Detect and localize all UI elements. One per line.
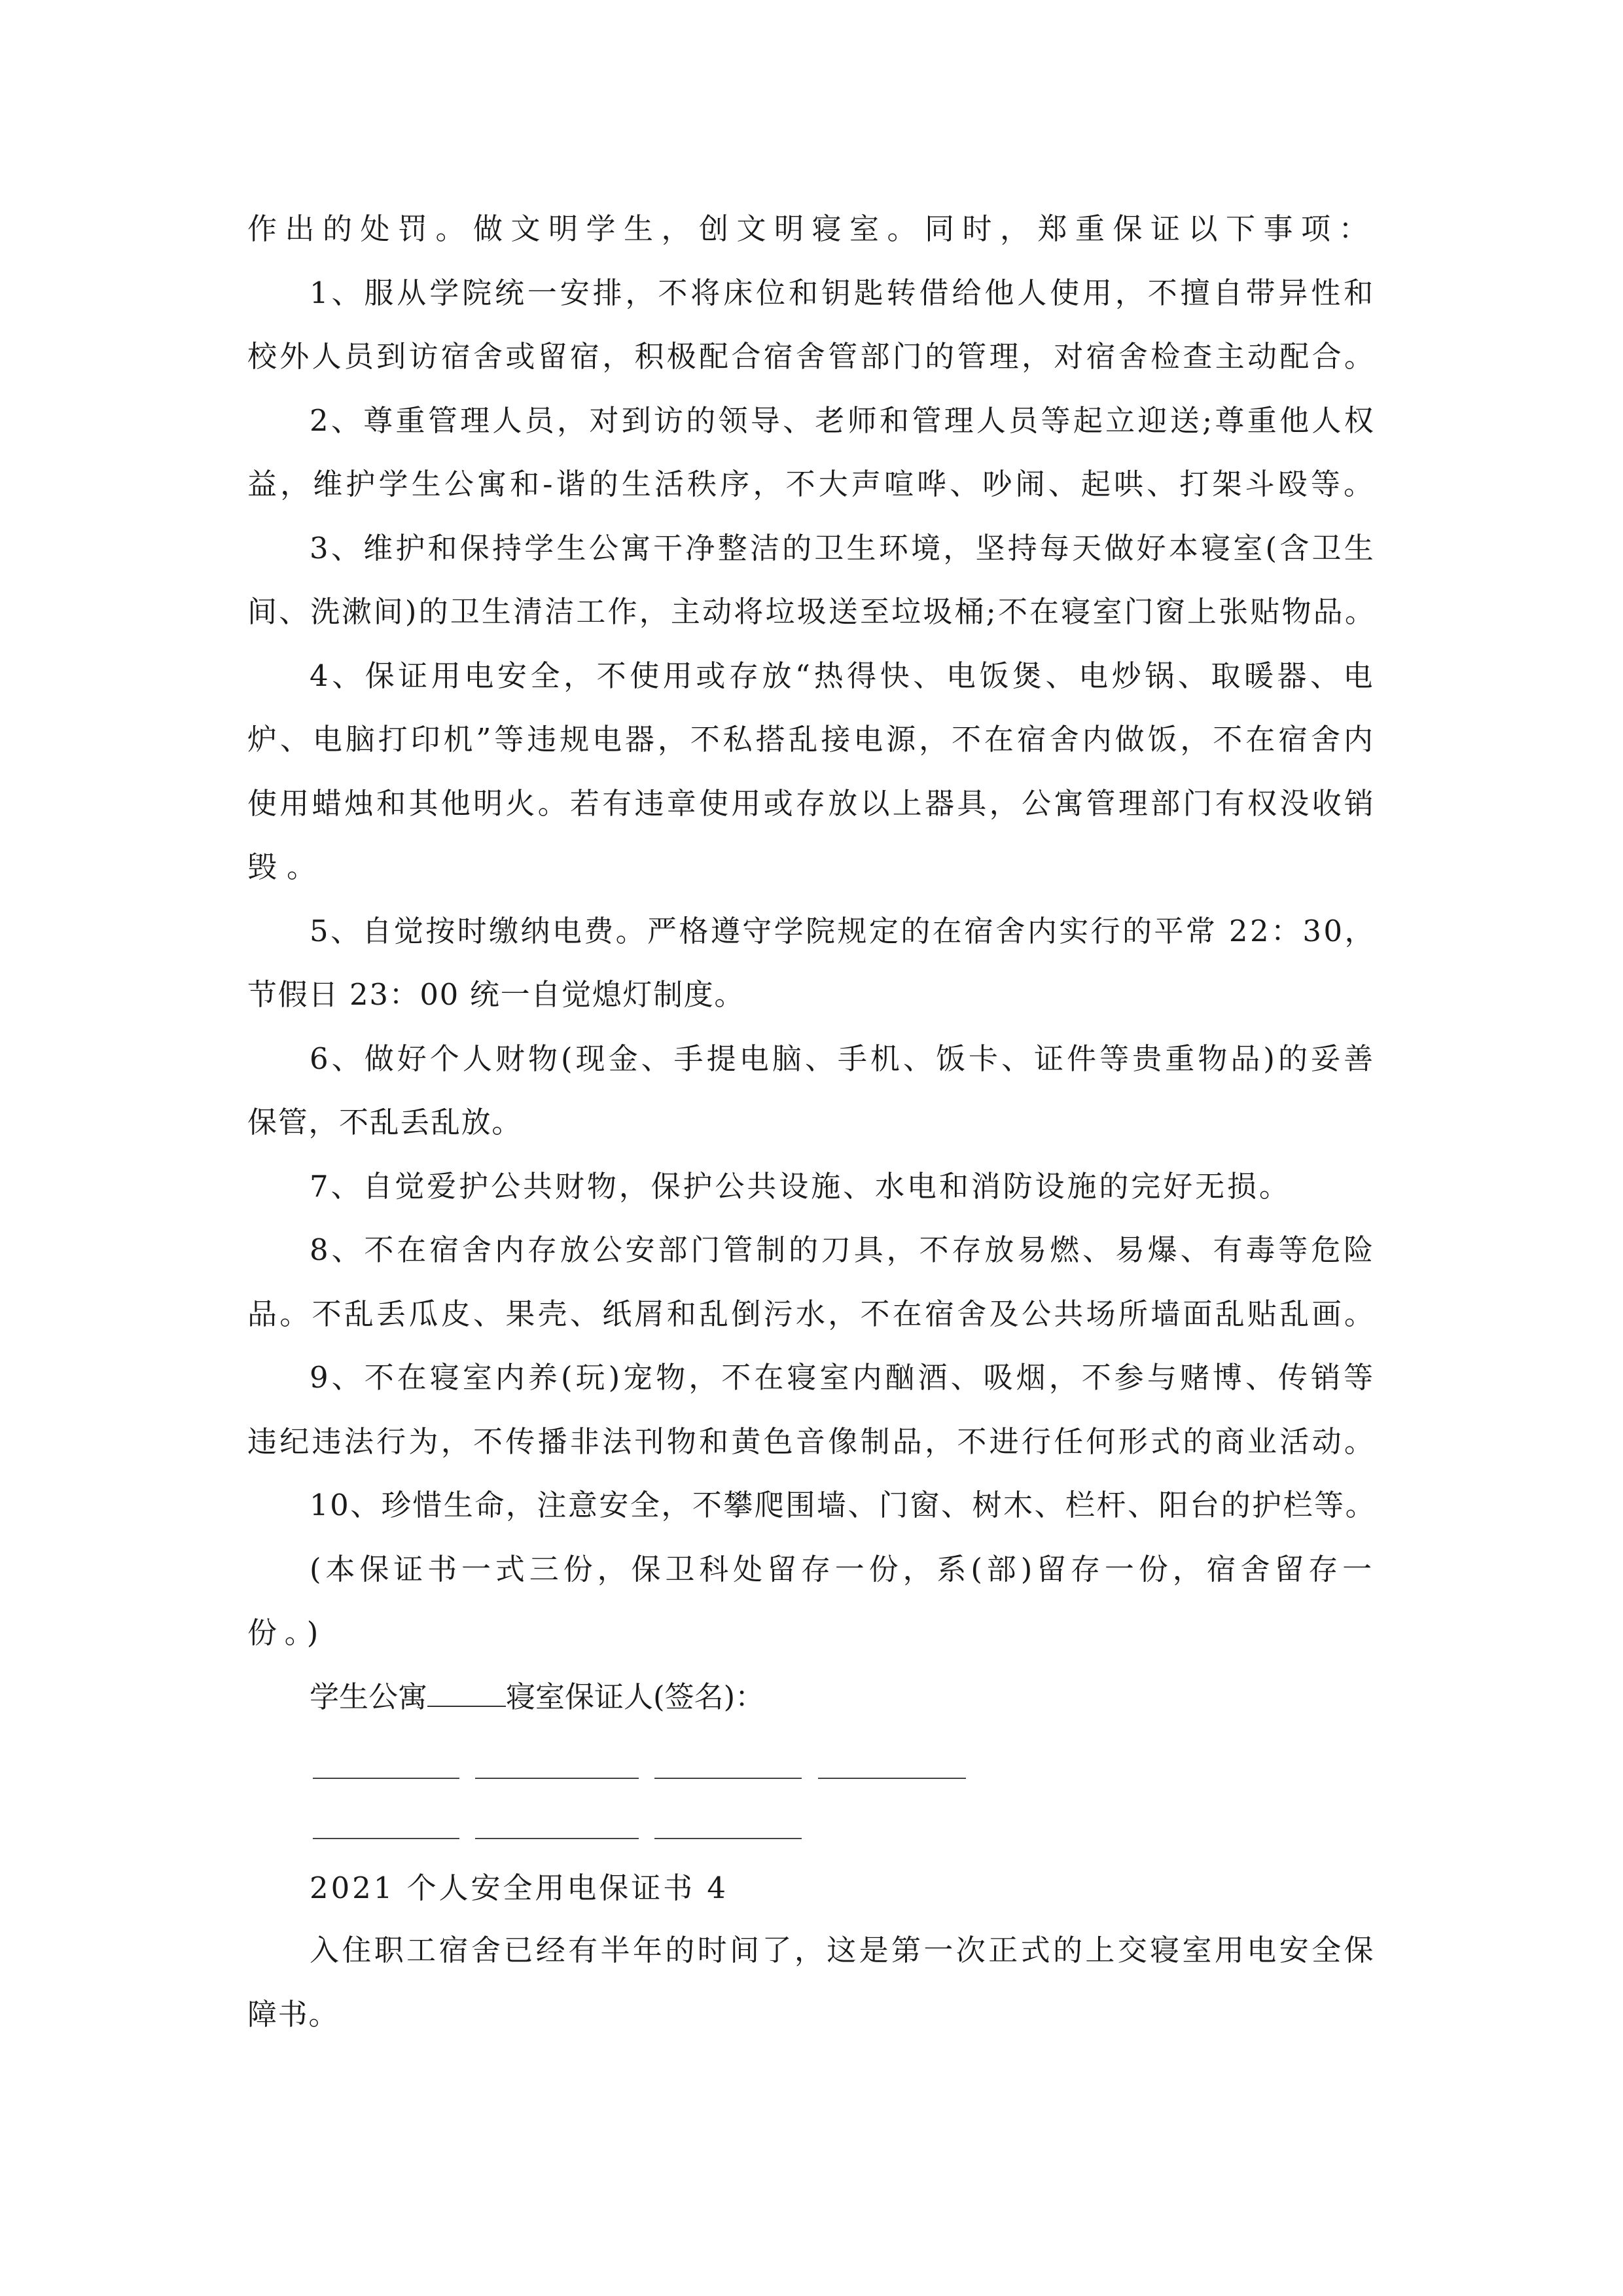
signature-suffix: 寝室保证人(签名)：	[506, 1679, 765, 1714]
signature-line[interactable]	[313, 1778, 459, 1779]
body-line: (本保证书一式三份，保卫科处留存一份，系(部)留存一份，宿舍留存一	[310, 1552, 1377, 1587]
body-line: 5、自觉按时缴纳电费。严格遵守学院规定的在宿舍内实行的平常 22：30，	[310, 914, 1376, 948]
signature-line[interactable]	[313, 1838, 459, 1839]
body-line: 入住职工宿舍已经有半年的时间了，这是第一次正式的上交寝室用电安全保	[310, 1933, 1376, 1967]
signature-line[interactable]	[654, 1838, 802, 1839]
dormitory-number-blank[interactable]	[427, 1683, 506, 1707]
signature-line[interactable]	[818, 1778, 966, 1779]
body-line: 间、洗漱间)的卫生清洁工作，主动将垃圾送至垃圾桶;不在寝室门窗上张贴物品。	[247, 594, 1377, 629]
body-line: 份。)	[247, 1615, 327, 1650]
body-line: 保管，不乱丢乱放。	[247, 1105, 522, 1139]
body-line: 1、服从学院统一安排，不将床位和钥匙转借给他人使用，不擅自带异性和	[310, 276, 1377, 310]
body-line: 3、维护和保持学生公寓干净整洁的卫生环境，坚持每天做好本寝室(含卫生	[310, 531, 1377, 565]
body-line: 违纪违法行为，不传播非法刊物和黄色音像制品，不进行任何形式的商业活动。	[247, 1424, 1377, 1459]
body-line: 9、不在寝室内养(玩)宠物，不在寝室内酗酒、吸烟，不参与赌博、传销等	[310, 1360, 1377, 1395]
body-line: 6、做好个人财物(现金、手提电脑、手机、饭卡、证件等贵重物品)的妥善	[310, 1041, 1377, 1076]
body-line: 品。不乱丢瓜皮、果壳、纸屑和乱倒污水，不在宿舍及公共场所墙面乱贴乱画。	[247, 1297, 1377, 1331]
signature-prefix: 学生公寓	[310, 1679, 428, 1714]
body-line: 作出的处罚。做文明学生，创文明寝室。同时，郑重保证以下事项：	[247, 211, 1377, 246]
body-line: 4、保证用电安全，不使用或存放“热得快、电饭煲、电炒锅、取暖器、电	[310, 658, 1377, 693]
signature-row	[310, 1677, 764, 1717]
body-line: 使用蜡烛和其他明火。若有违章使用或存放以上器具，公寓管理部门有权没收销	[247, 786, 1377, 821]
body-line: 7、自觉爱护公共财物，保护公共设施、水电和消防设施的完好无损。	[310, 1169, 1291, 1204]
body-line: 校外人员到访宿舍或留宿，积极配合宿舍管部门的管理，对宿舍检查主动配合。	[247, 339, 1377, 374]
body-line: 节假日 23：00 统一自觉熄灯制度。	[247, 977, 745, 1012]
body-line: 益，维护学生公寓和-谐的生活秩序，不大声喧哗、吵闹、起哄、打架斗殴等。	[247, 467, 1377, 501]
signature-line[interactable]	[475, 1838, 639, 1839]
signature-line[interactable]	[475, 1778, 639, 1779]
body-line: 障书。	[247, 1997, 339, 2032]
section-title: 2021 个人安全用电保证书 4	[310, 1871, 728, 1905]
body-line: 10、珍惜生命，注意安全，不攀爬围墙、门窗、树木、栏杆、阳台的护栏等。	[310, 1488, 1377, 1522]
body-line: 8、不在宿舍内存放公安部门管制的刀具，不存放易燃、易爆、有毒等危险	[310, 1232, 1377, 1267]
body-line: 毁。	[247, 850, 326, 884]
signature-line[interactable]	[654, 1778, 802, 1779]
body-line: 炉、电脑打印机”等违规电器，不私搭乱接电源，不在宿舍内做饭，不在宿舍内	[247, 722, 1376, 757]
body-line: 2、尊重管理人员，对到访的领导、老师和管理人员等起立迎送;尊重他人权	[310, 403, 1376, 438]
